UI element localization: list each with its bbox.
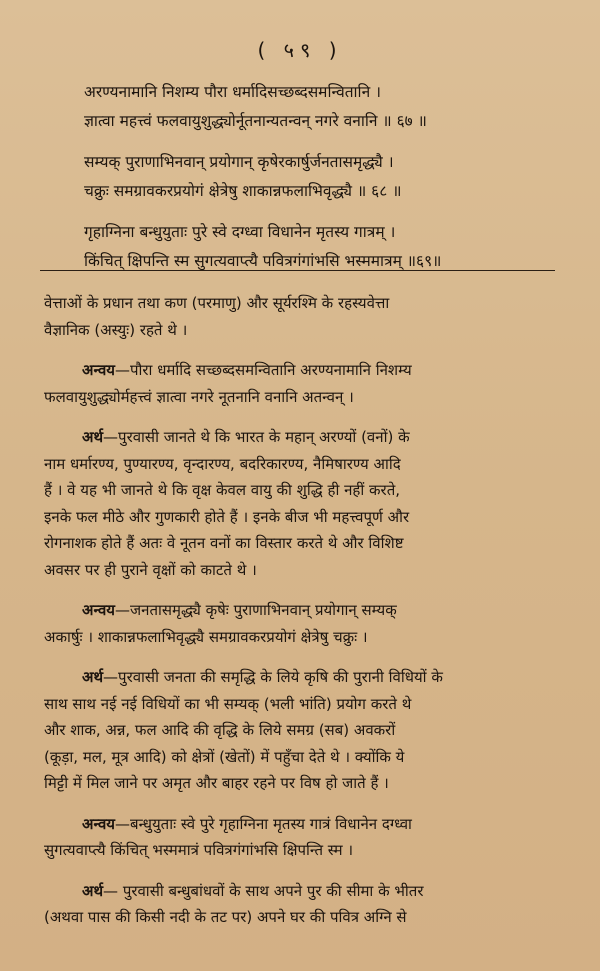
line-text: —पुरवासी जानते थे कि भारत के महान् अरण्यों (वनों) के xyxy=(103,428,410,446)
line-text: नाम धर्मारण्य, पुण्यारण्य, वृन्दारण्य, बदरिकारण्य, नैमिषारण्य आदि xyxy=(44,454,401,473)
text-line xyxy=(44,770,564,797)
line-text: सुगत्यवाप्त्यै किंचित् भस्ममात्रं पवित्रगंगांभसि क्षिपन्ति स्म । xyxy=(44,841,354,859)
verse-line: चक्रुः समग्रावकरप्रयोगं क्षेत्रेषु शाकान्नफलाभिवृद्ध्यै ॥ ६८ ॥ xyxy=(84,182,402,200)
line-text: —जनतासमृद्ध्यै कृषेः पुराणाभिनवान् प्रयोगान् सम्यक् xyxy=(115,601,397,619)
text-line xyxy=(44,477,564,504)
paragraph-label: अन्वय xyxy=(82,601,115,619)
line-text: मिट्टी में मिल जाने पर अमृत और बाहर रहने पर विष हो जाते हैं । xyxy=(44,774,389,792)
text-line xyxy=(44,597,564,624)
text-line xyxy=(44,837,564,864)
verse-gap xyxy=(84,136,564,148)
paragraph xyxy=(44,290,564,343)
line-text: और शाक, अन्न, फल आदि की वृद्धि के लिये समग्र (सब) अवकरों xyxy=(44,721,396,739)
line-text: वैज्ञानिक (अस्युः) रहते थे । xyxy=(44,320,188,339)
verse-line: सम्यक् पुराणाभिनवान् प्रयोगान् कृषेरकार्षुर्जनतासमृद्ध्यै । xyxy=(84,153,394,171)
line-text: — पुरवासी बन्धुबांधवों के साथ अपने पुर की सीमा के भीतर xyxy=(103,881,424,900)
commentary-section xyxy=(44,290,564,945)
text-line xyxy=(44,384,564,411)
line-text: साथ साथ नई नई विधियों का भी सम्यक् (भली भांति) प्रयोग करते थे xyxy=(44,694,412,713)
line-text: वेत्ताओं के प्रधान तथा कण (परमाणु) और सूर्यरश्मि के रहस्यवेत्ता xyxy=(44,294,390,312)
text-line xyxy=(44,878,564,905)
text-line xyxy=(44,504,564,531)
line-text: (अथवा पास की किसी नदी के तट पर) अपने घर की पवित्र अग्नि से xyxy=(44,908,407,926)
divider-rule xyxy=(40,270,555,271)
paragraph xyxy=(44,357,564,410)
paragraph-label: अर्थ xyxy=(82,428,104,446)
line-text: हैं । वे यह भी जानते थे कि वृक्ष केवल वायु की शुद्धि ही नहीं करते, xyxy=(44,481,401,499)
text-line xyxy=(44,717,564,744)
verse-line: ज्ञात्वा महत्त्वं फलवायुशुद्ध्योर्नूतनान्यतन्वन् नगरे वनानि ॥ ६७ ॥ xyxy=(84,112,427,130)
line-text: (कूड़ा, मल, मूत्र आदि) को क्षेत्रों (खेतों) में पहुँचा देते थे । क्योंकि ये xyxy=(44,747,405,766)
verse-line: अरण्यनामानि निशम्य पौरा धर्मादिसच्छब्दसमन्वितानि । xyxy=(84,83,381,101)
text-line xyxy=(44,904,564,931)
line-text: अवसर पर ही पुराने वृक्षों को काटते थे । xyxy=(44,560,257,579)
paragraph xyxy=(44,878,564,931)
paragraph-label: अन्वय xyxy=(82,814,115,833)
paragraph xyxy=(44,664,564,797)
text-line xyxy=(44,357,564,384)
verse-section xyxy=(84,78,564,276)
text-line xyxy=(44,451,564,478)
line-text: —पुरवासी जनता की समृद्धि के लिये कृषि की पुरानी विधियों के xyxy=(103,668,443,686)
text-line xyxy=(44,290,564,317)
line-text: —पौरा धर्मादि सच्छब्दसमन्वितानि अरण्यनामानि निशम्य xyxy=(115,361,412,379)
page-number: ( ५९ ) xyxy=(257,38,343,62)
paragraph xyxy=(44,597,564,650)
text-line xyxy=(44,811,564,838)
paragraph-label: अर्थ xyxy=(82,881,104,900)
paragraph-label: अन्वय xyxy=(82,361,115,379)
text-line xyxy=(44,664,564,691)
paragraph xyxy=(44,424,564,583)
text-line xyxy=(44,424,564,451)
text-line xyxy=(44,317,564,344)
text-line xyxy=(44,624,564,651)
line-text: अकार्षुः । शाकान्नफलाभिवृद्ध्यै समग्रावकरप्रयोगं क्षेत्रेषु चक्रुः । xyxy=(44,627,368,646)
verse-gap xyxy=(84,206,564,218)
line-text: फलवायुशुद्ध्योर्महत्त्वं ज्ञात्वा नगरे नूतनानि वनानि अतन्वन् । xyxy=(44,387,354,406)
verse-line: किंचित् क्षिपन्ति स्म सुगत्यवाप्त्यै पवित्रगंगांभसि भस्ममात्रम् ॥६९॥ xyxy=(84,252,442,270)
paragraph-label: अर्थ xyxy=(82,668,104,686)
paragraph xyxy=(44,811,564,864)
text-line xyxy=(44,691,564,718)
line-text: इनके फल मीठे और गुणकारी होते हैं । इनके बीज भी महत्त्वपूर्ण और xyxy=(44,507,410,526)
text-line xyxy=(44,744,564,771)
verse-line: गृहाग्निना बन्धुयुताः पुरे स्वे दग्ध्वा विधानेन मृतस्य गात्रम् । xyxy=(84,223,396,241)
text-line xyxy=(44,557,564,584)
line-text: रोगनाशक होते हैं अतः वे नूतन वनों का विस्तार करते थे और विशिष्ट xyxy=(44,534,404,552)
line-text: —बन्धुयुताः स्वे पुरे गृहाग्निना मृतस्य गात्रं विधानेन दग्ध्वा xyxy=(115,814,412,833)
text-line xyxy=(44,530,564,557)
